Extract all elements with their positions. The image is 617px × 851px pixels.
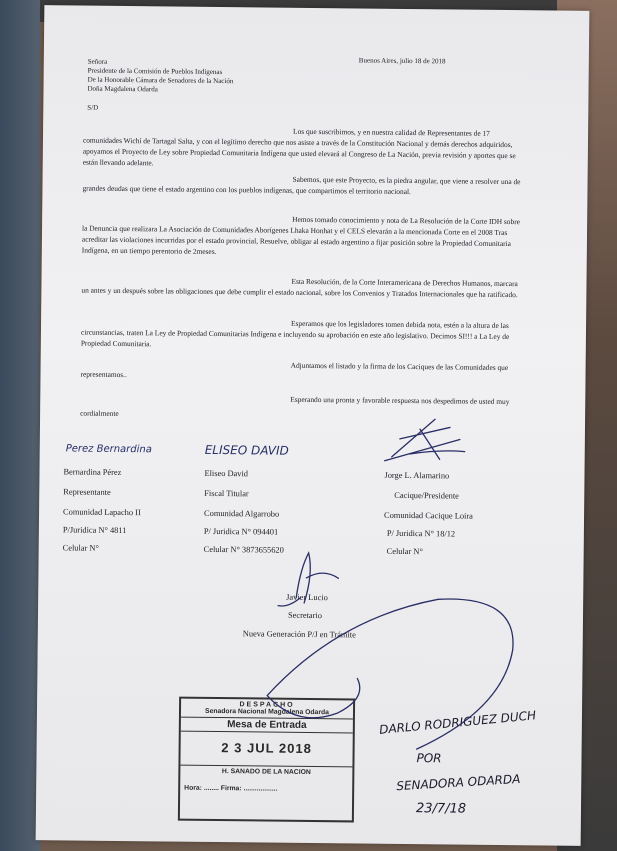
signatory-1-community: Comunidad Lapacho II: [63, 507, 141, 518]
paragraph-4: Esta Resolución, de la Corte Interamericana de Derechos Humanos, marcara un antes y un después sobre las obligaciones que debe cumplir el estado nacional, sobre los Convenios y Tratados Internacionales que ha ratificado.: [81, 276, 518, 300]
signatory-2-name: Eliseo David: [204, 468, 249, 479]
stamp-despacho: DESPACHO: [239, 701, 295, 709]
signature-perez: Perez Bernardina: [65, 443, 152, 456]
letter-page: [36, 5, 590, 846]
received-note-line-1: DARLO RODRIGUEZ DUCH: [378, 708, 537, 737]
signatory-2-phone: Celular N° 3873655620: [203, 544, 284, 555]
addressee-line-2: Presidente de la Comisión de Pueblos Indígenas: [87, 66, 223, 77]
signatory-1-role: Representante: [63, 487, 111, 497]
paragraph-6: Adjuntamos el listado y la firma de los Caciques de las Comunidades que representamos..: [80, 360, 509, 380]
signatory-2-role: Fiscal Titular: [204, 488, 249, 499]
paragraph-5: Esperamos que los legisladores tomen debida nota, estén a la altura de las circunstancias, traten La Ley de Propiedad Comunitarias Indígena e incluyendo su aprobación en este año legislativo. Decimos SI!!! a La Ley de Propiedad Comunitaria.: [80, 318, 510, 349]
addressee-line-1: Señora: [87, 57, 108, 66]
received-note-line-3: SENADORA ODARDA: [395, 771, 521, 794]
background-left: [0, 0, 40, 851]
signature-david: ELISEO DAVID: [204, 442, 289, 458]
stamp-mesa-entrada: Mesa de Entrada: [181, 717, 353, 734]
signature-strokes: [36, 5, 590, 846]
addressee-line-3: De la Honorable Cámara de Senadores de la Nación: [87, 75, 234, 86]
paragraph-3: Hemos tomado conocimiento y nota de La Resolución de la Corte IDH sobre la Denuncia que realizara La Asociación de Comunidades Aborígenes Lhaka Honhat y el CELS elevarán a la mencionada Corte en el 2008 Tras acreditar las violaciones incurridas por el estado provincial, Resuelve, obligar al estado argentino a fijar posición sobre la Propiedad Comunitaria Indígena, en un tiempo perentorio de 2meses.: [81, 214, 521, 256]
signatory-3-name: Jorge L. Alamarino: [384, 470, 450, 481]
secretary-role: Secretario: [287, 610, 323, 621]
signatory-1-phone: Celular N°: [62, 543, 99, 553]
received-note-line-4: 23/7/18: [415, 801, 467, 817]
sd-line: S/D: [87, 103, 99, 112]
paragraph-1: Los que suscribimos, y en nuestra calidad de Representantes de 17 comunidades Wichí de Tartagal Salta, y con el legítimo derecho que nos asiste a través de la Constitución Nacional y demás derechos adquiridos, apoyamos el Proyecto de Ley sobre Propiedad Comunitaria Indígena que usted elevará al Congreso de La Nación, previa revisión y aportes que se están llevando adelante.: [82, 126, 516, 168]
paragraph-7: Esperando una pronta y favorable respuesta nos despedimos de usted muy cordialmente: [80, 394, 510, 418]
signatory-2-community: Comunidad Algarrobo: [204, 508, 280, 519]
signatory-3-role: Cacique/Presidente: [394, 490, 459, 501]
stamp-senadora: Senadora Nacional Magdalena Odarda: [205, 707, 329, 717]
stamp-hora-firma: Hora: ........ Firma: ..................: [184, 784, 278, 793]
paragraph-2: Sabemos, que este Proyecto, es la piedra angular, que viene a resolver una de grandes deudas que tiene el estado argentino con los pueblos indígenas, que compartimos el territorio nacional.: [82, 174, 521, 197]
signatory-1-name: Bernardina Pérez: [63, 467, 122, 478]
signatory-1-pj: P/Juridica N° 4811: [62, 525, 127, 536]
addressee-line-4: Doña Magdalena Odarda: [87, 84, 158, 94]
secretary-org: Nueva Generación P/J en Trámite: [242, 629, 356, 640]
signatory-3-phone: Celular N°: [386, 546, 423, 557]
secretary-name: Javier Lucio: [286, 592, 328, 603]
date-line: Buenos Aires, julio 18 de 2018: [358, 56, 446, 66]
signatory-2-pj: P/ Juridica N° 094401: [203, 526, 279, 537]
received-note-line-2: POR: [416, 751, 442, 766]
stamp-date: 2 3 JUL 2018: [221, 740, 312, 757]
signatory-3-pj: P/ Juridica N° 18/12: [386, 528, 456, 539]
stamp-senado: H. SANADO DE LA NACION: [180, 765, 352, 777]
signatory-3-community: Comunidad Cacique Loira: [384, 510, 473, 521]
